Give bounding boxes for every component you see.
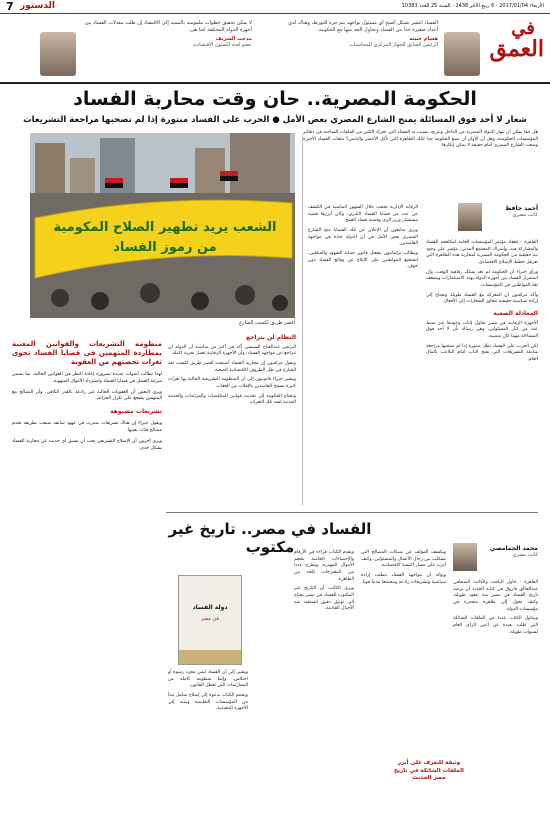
quote-text: لا يمكن تحقيق خطوات ملموسة بالنسبة إلى الاقتصاد إن ظلت معدلات الفساد بين أجهزة الدولة المختلفة كما هي. — [84, 20, 252, 33]
quote-role: الرئيس السابق للجهاز المركزي للمحاسبات — [349, 42, 438, 49]
paragraph: ويقدم الكتاب قراءة في الأرقام والإحصاءات الخاصة بحجم الأموال المهدرة، ويطرح عددا من المقترحات للحد من الظاهرة. — [294, 550, 354, 582]
author-photo — [453, 543, 477, 571]
quote-text: الفساد انتشر بشكل أصبح أي مسئول يواجهه يتم جره للتورط، وهناك لدي أعداد صغيرة جدا من الفساد ونحاول الحد منها مع الحكومة. — [288, 20, 438, 33]
quote-name: مدحت الشريف — [215, 35, 252, 42]
sub-heading: تشريعات مشبوهة — [110, 407, 162, 415]
paragraph: وتحتاج الحكومة إلى تحديث قوانين المناقصات والمزايدات والخدمة المدنية لسد تلك الثغرات. — [168, 393, 296, 406]
column-divider — [302, 135, 303, 505]
article-divider — [166, 512, 538, 513]
protest-photo — [30, 133, 295, 318]
paragraph: وأكد مراقبون أن المعركة مع الفساد طويلة وتحتاج إلى إرادة سياسية حقيقية تتجاوز الشعارات إلى الأفعال. — [426, 292, 538, 305]
paragraph: ويرى الكاتب أن التاريخ غير المكتوب للفساد في مصر يحتاج إلى توثيق دقيق لتستفيد منه الأجيال القادمة. — [294, 586, 354, 612]
column-mid — [308, 205, 418, 274]
column-right — [426, 240, 538, 367]
photo-caption: أقصر طريق لكسب الشارع — [239, 320, 295, 326]
quote-portrait-2 — [40, 32, 76, 76]
book-cover-strip — [179, 650, 241, 664]
top-bar — [0, 0, 550, 14]
article2-col1 — [453, 580, 538, 639]
section-logo — [489, 18, 544, 62]
sub-heading: المعادلة الصعبة — [493, 309, 538, 317]
header-quote-2 — [82, 20, 252, 49]
article2-col3 — [294, 550, 354, 616]
paragraph: ويكشف المؤلف عن شبكات المصالح التي تشكلت بين رجال الأعمال والمسئولين، وكيف أثرت على مسار التنمية الاقتصادية. — [361, 550, 446, 569]
side-box — [12, 340, 162, 457]
banner-text-2: من رموز الفساد — [113, 240, 217, 255]
author-role: كاتب مصري — [512, 212, 538, 218]
section-logo-line1: في — [511, 18, 535, 39]
author-name: أحمد حافظ — [505, 205, 538, 212]
paragraph: لكن الحرب على الفساد تظل مبتورة إذا لم تصحبها مراجعة شاملة للتشريعات التي تفتح الباب أمام التلاعب بالمال العام. — [426, 343, 538, 362]
paragraph: ويرى البعض أن العقوبات الحالية غير رادعة بالقدر الكافي، وأن التصالح مع المتهمين يشجع على تكرار الجرائم. — [12, 389, 162, 402]
section-logo-line2: العمق — [489, 36, 544, 62]
lead-paragraph — [303, 130, 538, 153]
paragraph: القاهرة - حاول الباحث والكاتب الصحافي عبدالخالق فاروق في كتابه الجديد أن يرصد تاريخ الفساد في مصر منذ عقود طويلة، وكيف تحول إلى ظاهرة متجذرة في مؤسسات الدولة. — [453, 580, 538, 612]
sub-heading: النظام لن يتراجع — [246, 334, 296, 341]
author-name: محمد الحمامصي — [489, 545, 538, 552]
paragraph: الرقابة الإدارية نجحت خلال الشهور الماضية في الكشف عن عدد من قضايا الفساد الكبرى، وكان أبرزها قضية مستشار وزير الري وقضية فساد القمح. — [308, 205, 418, 224]
paragraph: ويرى متابعون أن الإعلان عن تلك القضايا منح الشارع المصري بعض الأمل في أن الدولة جادة في مواجهة الفاسدين. — [308, 227, 418, 247]
paragraph: القاهرة - انعقاد مؤتمر المؤسسات العامة لمكافحة الفساد والمشاركة فيه، وإشراك المجتمع المدني، مؤشر على وجود نية حقيقية من الحكومة المصرية لمحاربة هذه الظاهرة التي تعرقل خطط الإصلاح الاقتصادي. — [426, 240, 538, 265]
author-photo — [458, 203, 482, 231]
banner-text-1: الشعب يريد تطهير الصلاح المكومية — [53, 220, 277, 235]
paragraph: ويتناول الكتاب عددا من الملفات الشائكة التي ظلت بعيدة عن أعين الرأي العام لسنوات طويلة. — [453, 616, 538, 635]
issue-date: الأربعاء 2017/01/04 - 6 ربيع الآخر 1438 - السنة 25 العدد 10383 — [401, 3, 544, 9]
paragraph: ويشير إلى أن الفساد ليس مجرد رشوة أو اختلاس، وإنما منظومة كاملة من الممارسات التي تعطل القانون. — [168, 670, 248, 689]
author-role: كاتب مصري — [512, 552, 538, 558]
masthead-brand: الدستور — [20, 1, 56, 11]
article2-headline: الفساد في مصر.. تاريخ غير مكتوب — [168, 520, 372, 556]
article2-col2 — [361, 550, 446, 589]
paragraph: ورأى خبراء أن الحكومة لم تعد تمتلك رفاهية الوقت، وأن استمرار الفساد بين أجهزة الدولة يهدد الاستثمارات ويضعف ثقة المواطنين في المؤسسات. — [426, 269, 538, 288]
sub-headline: شعار لا أحد فوق المسائلة يمنح الشارع المصري بعض الأمل ● الحرب على الفساد مبتورة إذا لم تصحبها مراجعة التشريعات — [23, 115, 527, 125]
paragraph: ويختتم الكتاب بدعوة إلى إصلاح شامل يبدأ من المؤسسات التعليمية ويمتد إلى الأجهزة التنفيذية. — [168, 692, 248, 712]
paragraph: ويؤكد أن مواجهة الفساد تتطلب إرادة سياسية وتشريعات رادعة ومجتمعا مدنيا قويا. — [361, 572, 446, 585]
paragraph: لهذا تطالب أصوات عديدة بضرورة إعادة النظر في القوانين الحالية، بما يضمن سرعة الفصل في قضايا الفساد واسترداد الأموال المنهوبة. — [12, 371, 162, 384]
header-quote-1 — [278, 20, 438, 49]
quote-role: عضو لجنة الشئون الاقتصادية — [192, 42, 252, 49]
paragraph: ويرى آخرون أن الإصلاح التشريعي يجب أن يسبق أي حديث عن محاربة الفساد بشكل جدي. — [12, 438, 162, 451]
paragraph: الرئيس عبدالفتاح السيسي أكد في أكثر من مناسبة أن الدولة لن تتراجع عن مواجهة الفساد، وأن الأجهزة الرقابية تعمل بحرية كاملة. — [168, 344, 296, 357]
book-subtitle: في مصر — [201, 616, 219, 622]
side-box-title: منظومة التشريعات والقوانين المعنية بمطاردة المتهمين في قضايا الفساد تحوي ثغرات تحصنهم من العقوبة — [12, 340, 162, 367]
paragraph: ويقول مراقبون إن محاربة الفساد أصبحت أقصر طريق لكسب ثقة الشارع في ظل الظروف الاقتصادية الصعبة. — [168, 361, 296, 373]
quote-portrait-1 — [444, 32, 480, 76]
article2-col4 — [168, 670, 248, 716]
book-cover — [178, 575, 242, 665]
paragraph: ويشير خبراء قانونيون إلى أن المنظومة التشريعية الحالية بها ثغرات كثيرة تسمح للفاسدين بالإفلات من العقاب. — [168, 377, 296, 389]
quote-name: هشام جنينة — [409, 35, 438, 42]
book-title: دولة الفساد — [192, 604, 228, 611]
protest-illustration — [30, 133, 295, 318]
paragraph: الأجهزة الرقابية في مصر تحاول إثبات وجودها عبر ضبط عدد من كبار المسئولين، وهي رسالة بأن لا أحد فوق المساءلة مهما كان منصبه. — [426, 320, 538, 339]
main-headline: الحكومة المصرية.. حان وقت محاربة الفساد — [73, 88, 477, 110]
pull-quote: وثيقة للتعرف على أبرز الملفات الشائكة في تاريخ مصر الحديث — [394, 760, 464, 782]
paragraph: ويقول خبراء إن هناك تشريعات صدرت في عهود سابقة صيغت بطريقة تخدم مصالح فئات بعينها. — [12, 420, 162, 433]
column-mid-2 — [168, 330, 296, 410]
page-number: 7 — [6, 0, 14, 13]
page-header — [0, 14, 550, 84]
author-byline-2 — [453, 545, 538, 558]
paragraph: ويطالب برلمانيون بتفعيل قانون حماية الشهود والمبلغين، لتشجيع المواطنين على الإبلاغ عن وقائع الفساد دون خوف. — [308, 250, 418, 270]
lead-text: هل حقا يمكن أن تنهار الدولة المصرية من الداخل وتترنح، بسبب يد الفساد التي تحرك الكثير من الملفات الساخنة في دهاليز المؤسسات الحكومية، وهل آن الأوان أن تضع الحكومة حدا لتلك الظاهرة التي تأكل الأخضر واليابس؟ ملفات الفساد الأخيرة وضعت الشارع المصري أمام حقيقة لا يمكن إنكارها. — [303, 130, 538, 149]
author-byline-1 — [458, 205, 538, 218]
